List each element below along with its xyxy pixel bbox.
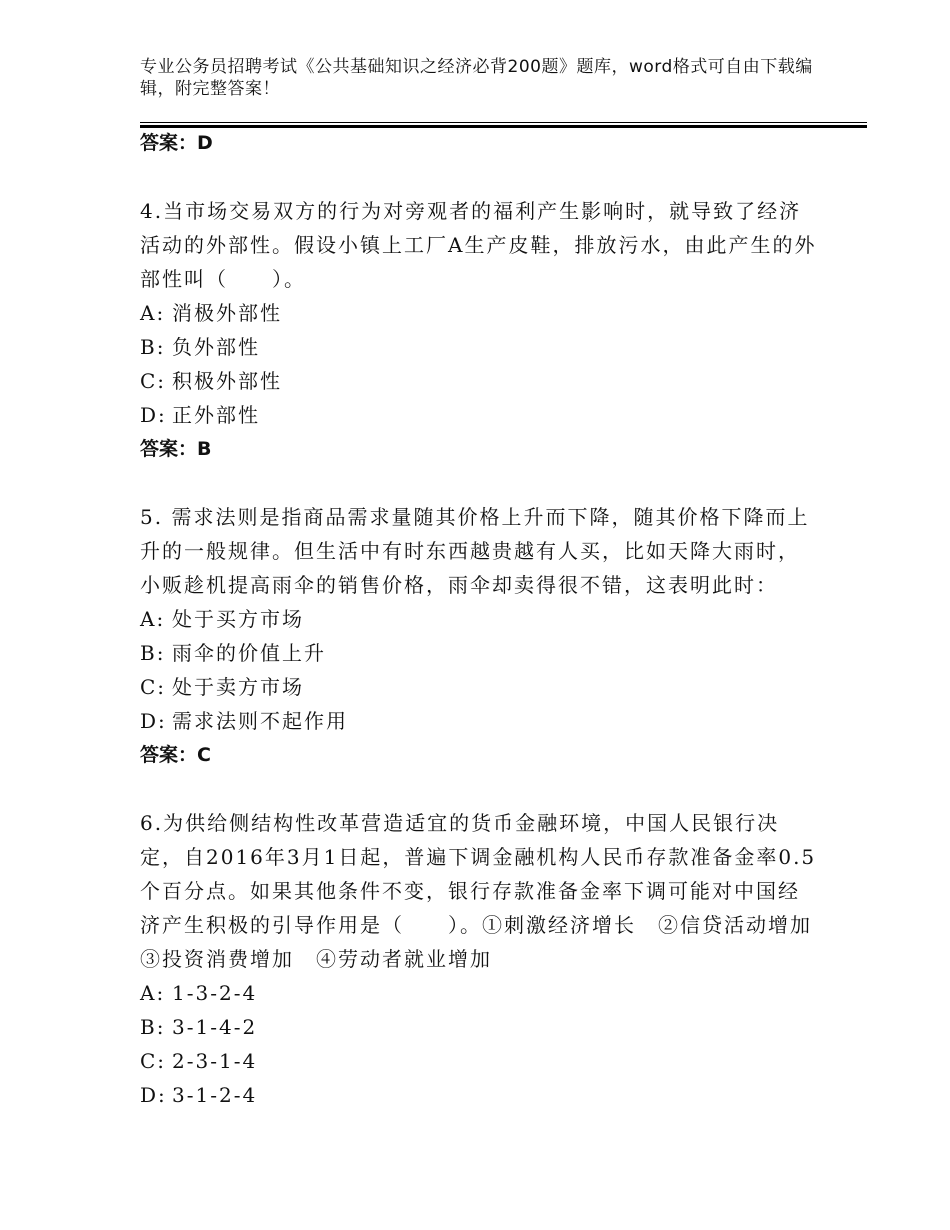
option-text: 负外部性 xyxy=(172,335,260,359)
option-letter: D: xyxy=(140,403,167,427)
option-a xyxy=(140,976,820,1010)
option-text: 3-1-2-4 xyxy=(172,1083,258,1107)
option-text: 积极外部性 xyxy=(172,369,282,393)
answer-5: 答案：C xyxy=(140,744,211,766)
option-a xyxy=(140,602,820,636)
option-letter: A: xyxy=(140,607,166,631)
question-text: 4.当市场交易双方的行为对旁观者的福利产生影响时，就导致了经济活动的外部性。假设小镇上工厂A生产皮鞋，排放污水，由此产生的外部性叫（ ）。 xyxy=(140,199,817,291)
question-6 xyxy=(140,806,834,1112)
option-c xyxy=(140,364,820,398)
option-text: 正外部性 xyxy=(172,403,260,427)
option-letter: D: xyxy=(140,1083,167,1107)
page-header: 专业公务员招聘考试《公共基础知识之经济必背200题》题库，word格式可自由下载编辑，附完整答案！ xyxy=(140,57,813,99)
question-text: 6.为供给侧结构性改革营造适宜的货币金融环境，中国人民银行决定，自2016年3月1日起，普遍下调金融机构人民币存款准备金率0.5个百分点。如果其他条件不变，银行存款准备金率下调可能对中国经济产生积极的引导作用是（ ）。①刺激经济增长 ②信贷活动增加 ③投资消费增加 ④劳动者就业增加 xyxy=(140,811,834,971)
option-text: 处于卖方市场 xyxy=(172,675,304,699)
document-content xyxy=(140,126,834,1112)
answer-4: 答案：B xyxy=(140,438,212,460)
option-letter: C: xyxy=(140,369,167,393)
option-text: 雨伞的价值上升 xyxy=(172,641,326,665)
option-b xyxy=(140,636,820,670)
option-text: 1-3-2-4 xyxy=(172,981,258,1005)
option-letter: A: xyxy=(140,301,166,325)
option-d xyxy=(140,398,820,432)
answer-previous: 答案：D xyxy=(140,132,213,154)
option-letter: B: xyxy=(140,1015,166,1039)
question-5 xyxy=(140,500,820,772)
option-letter: C: xyxy=(140,1049,167,1073)
option-c xyxy=(140,1044,820,1078)
option-letter: B: xyxy=(140,335,166,359)
option-letter: A: xyxy=(140,981,166,1005)
option-c xyxy=(140,670,820,704)
option-a xyxy=(140,296,820,330)
option-letter: D: xyxy=(140,709,167,733)
question-text: 5. 需求法则是指商品需求量随其价格上升而下降，随其价格下降而上升的一般规律。但生活中有时东西越贵越有人买，比如天降大雨时，小贩趁机提高雨伞的销售价格，雨伞却卖得很不错，这表明此时： xyxy=(140,505,810,597)
option-d xyxy=(140,704,820,738)
option-letter: C: xyxy=(140,675,167,699)
option-b xyxy=(140,330,820,364)
option-d xyxy=(140,1078,820,1112)
option-text: 3-1-4-2 xyxy=(172,1015,258,1039)
option-text: 2-3-1-4 xyxy=(172,1049,258,1073)
option-text: 消极外部性 xyxy=(172,301,282,325)
option-text: 处于买方市场 xyxy=(172,607,304,631)
option-letter: B: xyxy=(140,641,166,665)
question-4 xyxy=(140,194,820,466)
option-text: 需求法则不起作用 xyxy=(172,709,348,733)
header-rule-thin xyxy=(140,122,867,123)
option-b xyxy=(140,1010,820,1044)
